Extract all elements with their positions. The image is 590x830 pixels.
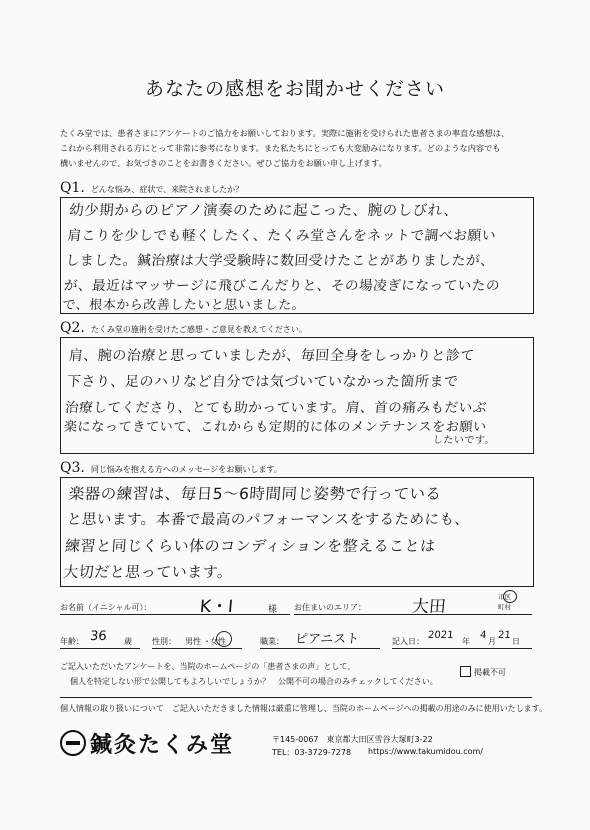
- consent-line-2: 個人を特定しない形で公開してもよろしいでしょうか？ 公開不可の場合のみチェックしてください。: [70, 677, 438, 686]
- area-label: お住まいのエリア：: [294, 603, 366, 612]
- q2-answer: [62, 343, 539, 447]
- q3-heading: [60, 460, 282, 476]
- consent-line-1: ご記入いただいたアンケートを、当院のホームページの「患者さまの声」として、: [60, 662, 356, 671]
- page-title: あなたの感想をお聞かせください: [144, 78, 445, 100]
- date-label: 記入日：: [392, 637, 424, 646]
- answer-line: 肩、腕の治療と思っていましたが、毎回全身をしっかりと診て: [68, 348, 476, 364]
- date-year-unit: 年: [462, 637, 470, 646]
- intro-line: これから利用される方にとって非常に参考になります。また私たちにとっても大変励みになります。どのような内容でも: [60, 143, 501, 153]
- answer-line: 楽器の練習は、毎日5〜6時間同じ姿勢で行っている: [68, 485, 443, 503]
- sex-male[interactable]: 男性: [185, 637, 201, 646]
- divider: [60, 697, 532, 698]
- clinic-brand: 鍼灸たくみ堂: [90, 732, 235, 758]
- area-ku-circle: [503, 590, 517, 603]
- date-year[interactable]: 2021: [427, 630, 454, 641]
- answer-line: 下さり、足のハリなど自分では気づいていなかった箇所まで: [66, 374, 459, 390]
- name-value[interactable]: K・I: [198, 597, 234, 617]
- name-underline: [60, 614, 290, 615]
- age-label: 年齢：: [60, 637, 84, 646]
- area-unit-city: 市区: [498, 593, 511, 601]
- age-unit: 歳: [124, 637, 132, 646]
- sex-separator: ・: [203, 637, 211, 646]
- answer-line: で、根本から改善したいと思いました。: [62, 298, 306, 313]
- area-value[interactable]: 大田: [410, 597, 447, 617]
- answer-line: 楽になってきていて、これからも定期的に体のメンテナンスをお願い: [63, 420, 488, 435]
- job-value[interactable]: ピアニスト: [294, 632, 360, 647]
- name-label: お名前（イニシャル可）：: [60, 603, 152, 612]
- privacy-note: 個人情報の取り扱いについて ご記入いただきました情報は厳重に管理し、当院のホームページへの掲載の用途のみに使用いたします。: [60, 704, 548, 713]
- q2-heading: [60, 320, 307, 336]
- clinic-tel: TEL：03-3729-7278: [272, 748, 352, 757]
- q2-number: Q2.: [60, 320, 85, 336]
- q1-number: Q1.: [60, 180, 85, 196]
- date-day[interactable]: 21: [497, 630, 512, 641]
- job-label: 職業：: [260, 637, 284, 646]
- sex-female[interactable]: 女性: [210, 637, 226, 646]
- intro-text: [60, 126, 530, 171]
- answer-line: 大切だと思っています。: [62, 563, 234, 581]
- q1-answer: [62, 199, 540, 313]
- intro-line: 構いませんので、お気づきのことをお書きください。ぜひご協力をお願い申し上げます。: [60, 158, 387, 168]
- clinic-address: 〒145-0067 東京都大田区雪谷大塚町3-22: [272, 735, 433, 744]
- q1-heading: [60, 180, 243, 196]
- q1-label: どんな悩み、症状で、来院されましたか？: [90, 185, 244, 194]
- publish-refusal-checkbox[interactable]: [460, 666, 471, 677]
- sex-underline: [152, 648, 242, 649]
- answer-line: 幼少期からのピアノ演奏のために起こった、腕のしびれ、: [68, 203, 460, 219]
- date-underline: [392, 648, 532, 649]
- intro-line: たくみ堂では、患者さまにアンケートのご協力をお願いしております。実際に施術を受けられた患者さまの率直な感想は、: [60, 128, 510, 138]
- sex-female-circle: [216, 631, 232, 647]
- q3-answer: [62, 481, 539, 585]
- publish-refusal-label: 掲載不可: [474, 668, 506, 677]
- answer-line: 練習と同じくらい体のコンディションを整えることは: [64, 537, 437, 555]
- sama-label: 様: [268, 605, 278, 615]
- age-value[interactable]: 36: [89, 629, 108, 644]
- answer-line: 治療してくださり、とても助かっています。肩、首の痛みもだいぶ: [64, 400, 488, 416]
- q3-number: Q3.: [60, 460, 85, 476]
- answer-line: 肩こりを少しでも軽くしたく、たくみ堂さんをネットで調べお願い: [66, 228, 497, 244]
- job-underline: [260, 648, 380, 649]
- clinic-logo-icon: [60, 730, 86, 756]
- answer-line: しました。鍼治療は大学受験時に数回受けたことがありましたが、: [65, 253, 496, 269]
- q3-label: 同じ悩みを抱える方へのメッセージをお願いします。: [90, 465, 282, 474]
- date-day-unit: 日: [512, 637, 520, 646]
- answer-line: と思います。本番で最高のパフォーマンスをするためにも、: [66, 512, 471, 528]
- date-month-unit: 月: [488, 637, 496, 646]
- answer-line: が、最近はマッサージに飛びこんだりと、その場凌ぎになっていたの: [63, 278, 501, 294]
- answer-line: したいです。: [432, 435, 496, 446]
- q2-label: たくみ堂の施術を受けたご感想・ご意見を教えてください。: [90, 325, 307, 334]
- clinic-url[interactable]: https://www.takumidou.com/: [368, 747, 483, 756]
- area-unit-town: 町村: [498, 603, 511, 611]
- age-underline: [60, 648, 140, 649]
- date-month[interactable]: 4: [479, 630, 487, 641]
- sex-label: 性別：: [152, 637, 176, 646]
